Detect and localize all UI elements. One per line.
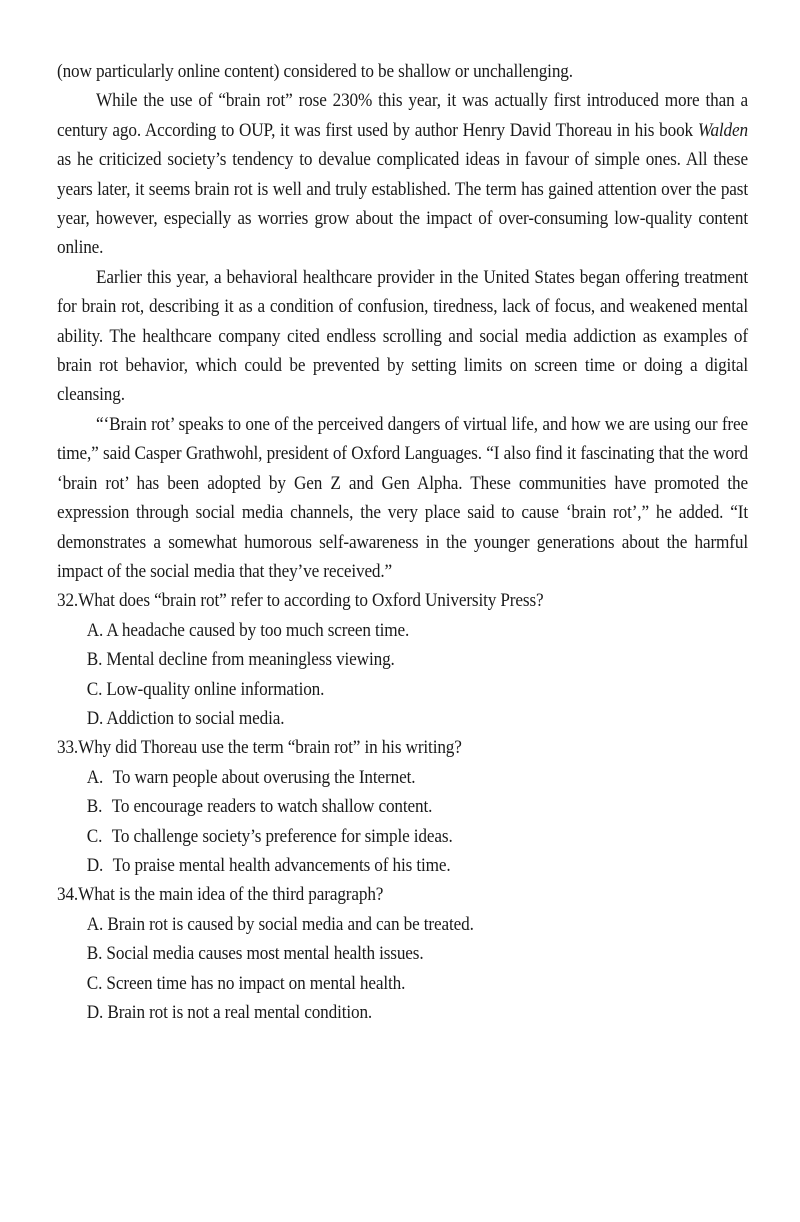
option-text: Brain rot is not a real mental condition. (107, 1003, 373, 1023)
question-34 (57, 881, 748, 1028)
option-text: Addiction to social media. (106, 708, 285, 729)
passage-paragraph-thoreau (57, 87, 748, 263)
option-letter: A. (86, 914, 104, 935)
option-letter: B. (86, 944, 103, 965)
paragraph-text: as he criticized society’s tendency to devalue complicated ideas in favour of simple ones. All these years later, it seems brain rot is well and truly established. The term has gained attention over the past year, however, especially as worries grow about the impact of over-consuming low-quality content online. (57, 150, 748, 259)
option-text: To challenge society’s preference for simple ideas. (111, 826, 453, 847)
option-letter: B. (86, 797, 103, 818)
option-text: To warn people about overusing the Internet. (112, 767, 416, 788)
option-b[interactable] (87, 940, 748, 969)
option-d[interactable] (87, 852, 748, 881)
option-letter: C. (86, 679, 103, 700)
option-d[interactable] (87, 705, 748, 734)
option-c[interactable] (87, 823, 748, 852)
option-text: Screen time has no impact on mental health. (106, 973, 406, 994)
option-text: Social media causes most mental health issues. (106, 944, 424, 965)
question-text: What is the main idea of the third paragraph? (78, 885, 384, 906)
passage-paragraph-quote: “‘Brain rot’ speaks to one of the perceived dangers of virtual life, and how we are using our free time,” said Casper Grathwohl, president of Oxford Languages. “I also find it fascinating that the word ‘brain rot’ has been adopted by Gen Z and Gen Alpha. These communities have promoted the expression through social media channels, the very place said to cause ‘brain rot’,” he added. “It demonstrates a somewhat humorous self-awareness in the younger generations about the harmful impact of the social media that they’ve received.” (57, 414, 748, 582)
passage-paragraph-healthcare: Earlier this year, a behavioral healthcare provider in the United States began offering treatment for brain rot, describing it as a condition of confusion, tiredness, lack of focus, and weakened mental ability. The healthcare company cited endless scrolling and social media addiction as examples of brain rot behavior, which could be prevented by setting limits on screen time or doing a digital cleansing. (57, 267, 748, 406)
option-letter: A. (86, 620, 104, 641)
option-a[interactable] (87, 911, 748, 940)
option-c[interactable] (87, 676, 748, 705)
question-number: 32. (57, 591, 79, 612)
question-stem (57, 881, 748, 910)
book-title-walden: Walden (697, 120, 748, 141)
option-letter: B. (86, 650, 103, 671)
answer-options (57, 617, 748, 735)
answer-options (57, 764, 748, 882)
answer-options (57, 911, 748, 1029)
question-32 (57, 587, 748, 734)
paragraph-text: While the use of “brain rot” rose 230% this year, it was actually first introduced more than a century ago. According to OUP, it was first used by author Henry David Thoreau in his book (57, 91, 748, 141)
option-letter: C. (86, 826, 103, 847)
option-d[interactable] (87, 999, 748, 1028)
passage-paragraph-continuation: (now particularly online content) considered to be shallow or unchallenging. (57, 62, 573, 82)
question-stem (57, 734, 748, 763)
option-b[interactable] (87, 793, 748, 822)
option-text: Low-quality online information. (106, 679, 325, 700)
option-text: A headache caused by too much screen time. (106, 620, 410, 641)
question-number: 34. (57, 885, 79, 906)
option-letter: D. (86, 1003, 104, 1023)
exam-page (57, 58, 748, 1028)
option-b[interactable] (87, 646, 748, 675)
option-c[interactable] (87, 970, 748, 999)
question-text: Why did Thoreau use the term “brain rot” in his writing? (78, 738, 462, 759)
question-stem (57, 587, 748, 616)
option-letter: A. (86, 767, 104, 788)
option-text: Brain rot is caused by social media and can be treated. (107, 914, 474, 935)
question-text: What does “brain rot” refer to according to Oxford University Press? (78, 591, 544, 612)
option-text: To encourage readers to watch shallow content. (111, 797, 433, 818)
reading-passage-and-questions (57, 58, 748, 1028)
option-letter: C. (86, 973, 103, 994)
option-text: Mental decline from meaningless viewing. (106, 650, 395, 671)
option-a[interactable] (87, 764, 748, 793)
option-text: To praise mental health advancements of his time. (112, 855, 451, 876)
option-letter: D. (86, 708, 104, 729)
question-33 (57, 734, 748, 881)
option-a[interactable] (87, 617, 748, 646)
reading-passage (57, 58, 748, 587)
question-number: 33. (57, 738, 79, 759)
option-letter: D. (86, 855, 104, 876)
